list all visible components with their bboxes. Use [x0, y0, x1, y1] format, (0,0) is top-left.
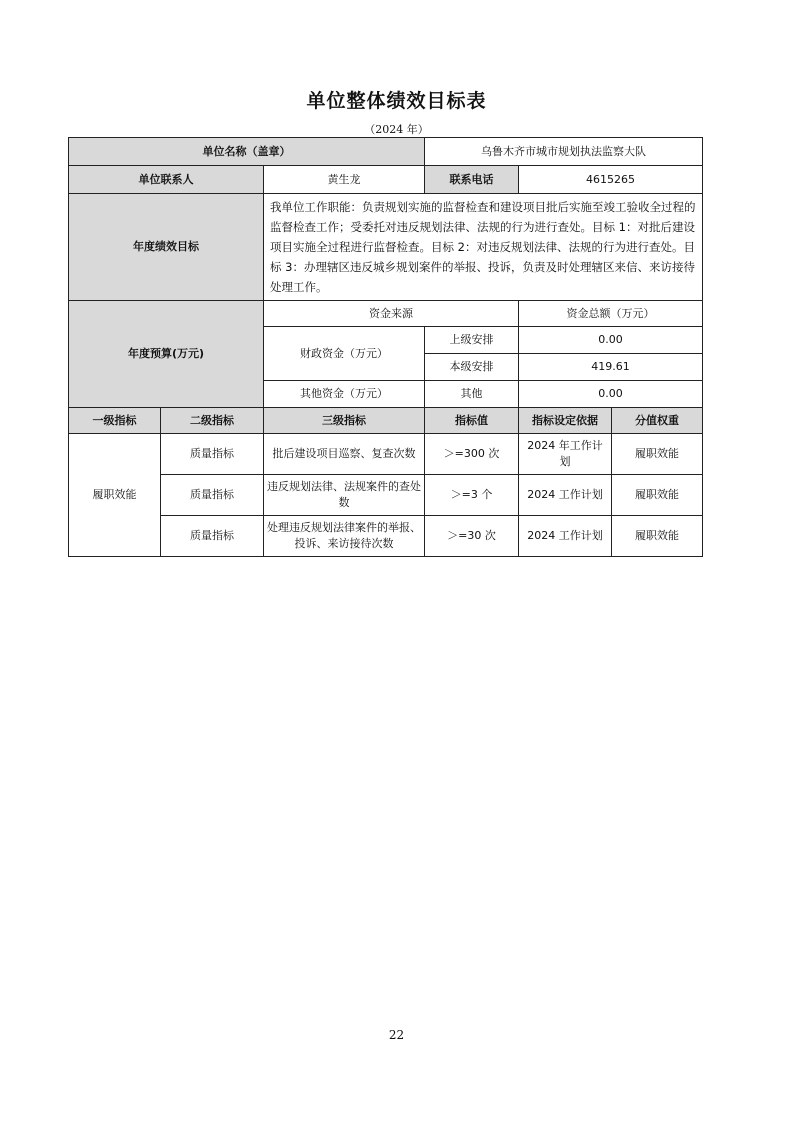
page-number: 22 — [388, 1028, 405, 1042]
basis-cell: 2024 年工作计划 — [519, 434, 612, 475]
weight-cell: 履职效能 — [612, 516, 703, 557]
level2-cell: 质量指标 — [161, 516, 264, 557]
basis-cell: 2024 工作计划 — [519, 475, 612, 516]
other-sub-label: 其他 — [425, 381, 519, 408]
local-label: 本级安排 — [425, 354, 519, 381]
level2-cell: 质量指标 — [161, 475, 264, 516]
weight-cell: 履职效能 — [612, 475, 703, 516]
header-level3: 三级指标 — [264, 408, 425, 434]
source-header: 资金来源 — [264, 301, 519, 327]
value-cell: ＞=300 次 — [425, 434, 519, 475]
budget-label: 年度预算(万元) — [69, 301, 264, 408]
value-cell: ＞=30 次 — [425, 516, 519, 557]
other-label: 其他资金（万元） — [264, 381, 425, 408]
header-weight: 分值权重 — [612, 408, 703, 434]
year-caption: （2024 年） — [364, 123, 429, 136]
header-level1: 一级指标 — [69, 408, 161, 434]
header-value: 指标值 — [425, 408, 519, 434]
level3-cell: 处理违反规划法律案件的举报、投诉、来访接待次数 — [264, 516, 425, 557]
unit-name-label: 单位名称（盖章） — [69, 138, 425, 166]
total-header: 资金总额（万元） — [519, 301, 703, 327]
contact-label: 单位联系人 — [69, 166, 264, 194]
table-row — [69, 475, 703, 516]
contact-value: 黄生龙 — [264, 166, 425, 194]
header-level2: 二级指标 — [161, 408, 264, 434]
weight-cell: 履职效能 — [612, 434, 703, 475]
unit-name-value: 乌鲁木齐市城市规划执法监察大队 — [425, 138, 703, 166]
level2-cell: 质量指标 — [161, 434, 264, 475]
upper-label: 上级安排 — [425, 327, 519, 354]
other-value: 0.00 — [519, 381, 703, 408]
value-cell: ＞=3 个 — [425, 475, 519, 516]
basis-cell: 2024 工作计划 — [519, 516, 612, 557]
level1-cell: 履职效能 — [69, 434, 161, 557]
goal-label: 年度绩效目标 — [69, 194, 264, 301]
goal-text: 我单位工作职能：负责规划实施的监督检查和建设项目批后实施至竣工验收全过程的监督检查工作；受委托对违反规划法律、法规的行为进行查处。目标 1：对批后建设项目实施全过程进行监督检查。目标 2：对违反规划法律、法规的行为进行查处。目标 3：办理辖区违反城乡规划案件的举报、投诉，负责及时处理辖区来信、来访接待处理工作。 — [264, 194, 703, 301]
upper-value: 0.00 — [519, 327, 703, 354]
local-value: 419.61 — [519, 354, 703, 381]
level3-cell: 违反规划法律、法规案件的查处数 — [264, 475, 425, 516]
page-title: 单位整体绩效目标表 — [306, 90, 487, 112]
performance-table — [68, 137, 703, 557]
level3-cell: 批后建设项目巡察、复查次数 — [264, 434, 425, 475]
table-row — [69, 434, 703, 475]
table-row — [69, 516, 703, 557]
phone-label: 联系电话 — [425, 166, 519, 194]
header-basis: 指标设定依据 — [519, 408, 612, 434]
fiscal-label: 财政资金（万元） — [264, 327, 425, 381]
phone-value: 4615265 — [519, 166, 703, 194]
